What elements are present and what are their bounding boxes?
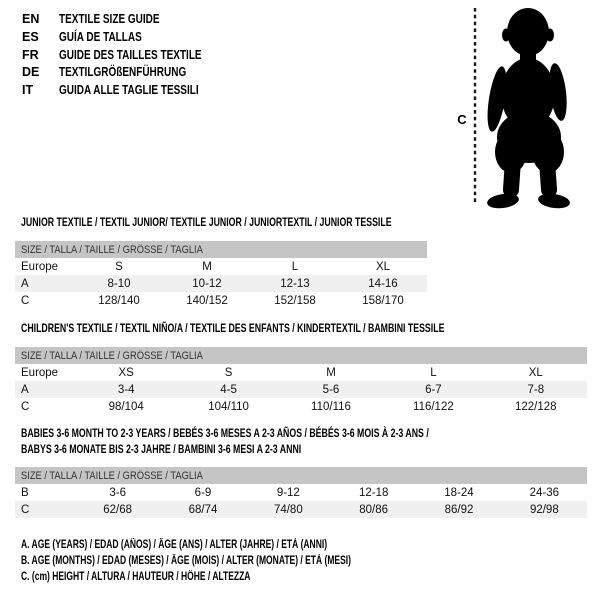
children-textile-section <box>15 320 587 415</box>
size-header-label: SIZE / TALLA / TAILLE / GRÖSSE / TAGLIA <box>21 469 203 482</box>
size-table <box>15 364 587 415</box>
table-cell: XL <box>528 366 543 379</box>
language-code: FR <box>22 47 39 62</box>
table-cell: 9-12 <box>276 486 300 499</box>
height-figure <box>440 4 590 214</box>
table-cell: 86/92 <box>444 503 474 516</box>
size-table <box>15 258 427 309</box>
section-title-line: JUNIOR TEXTILE / TEXTIL JUNIOR/ TEXTILE JUNIOR / JUNIORTEXTIL / JUNIOR TESSILE <box>21 215 392 229</box>
table-cell: 116/122 <box>413 400 454 413</box>
language-title: TEXTILGRÖßENFÜHRUNG <box>59 65 187 80</box>
language-code: IT <box>22 83 34 98</box>
row-label: B <box>21 486 29 499</box>
size-header-label: SIZE / TALLA / TAILLE / GRÖSSE / TAGLIA <box>21 243 203 256</box>
table-row <box>15 501 587 518</box>
row-label: Europe <box>21 366 59 379</box>
size-header-bar <box>15 241 427 258</box>
table-row <box>15 275 427 292</box>
language-code: DE <box>22 65 40 80</box>
table-row <box>15 258 427 275</box>
language-row <box>22 64 237 82</box>
row-label: C <box>21 503 30 516</box>
table-cell: 3-4 <box>117 383 135 396</box>
row-label: A <box>21 383 29 396</box>
table-cell: 80/86 <box>359 503 389 516</box>
table-cell: XS <box>118 366 134 379</box>
section-title-line: BABIES 3-6 MONTH TO 2-3 YEARS / BEBÉS 3-6 MESES A 2-3 AÑOS / BÉBÉS 3-6 MOIS À 2-3 ANS / <box>21 426 429 440</box>
table-cell: L <box>430 366 437 379</box>
table-cell: 7-8 <box>527 383 545 396</box>
language-title: GUÍA DE TALLAS <box>59 29 142 44</box>
table-cell: 6-7 <box>425 383 442 396</box>
table-cell: 24-36 <box>529 486 560 499</box>
table-cell: 122/128 <box>515 400 557 413</box>
table-cell: 98/104 <box>108 400 144 413</box>
table-row <box>15 381 587 398</box>
language-title: TEXTILE SIZE GUIDE <box>59 12 160 26</box>
language-list <box>22 11 237 100</box>
babies-textile-section <box>15 425 587 518</box>
table-cell: 3-6 <box>109 486 126 499</box>
table-cell: M <box>326 366 336 379</box>
language-row <box>22 29 237 47</box>
footnote: A. AGE (YEARS) / EDAD (AÑOS) / ÂGE (ANS) / ALTER (JAHRE) / ETÀ (ANNI) <box>21 539 328 551</box>
size-table <box>15 484 587 518</box>
table-cell: L <box>291 260 299 273</box>
row-label: Europe <box>21 260 59 273</box>
table-cell: 8-10 <box>107 277 131 290</box>
height-measure-label: C <box>457 112 467 127</box>
language-title: GUIDE DES TAILLES TEXTILE <box>59 47 202 62</box>
table-cell: 104/110 <box>208 400 249 413</box>
table-row <box>15 484 587 501</box>
language-code: EN <box>22 12 40 26</box>
table-cell: 12-13 <box>280 277 310 290</box>
table-cell: 6-9 <box>194 486 212 499</box>
language-title: GUIDA ALLE TAGLIE TESSILI <box>59 83 199 98</box>
table-row <box>15 364 587 381</box>
table-cell: 12-18 <box>358 486 389 499</box>
size-header-bar <box>15 467 587 484</box>
language-row <box>22 47 237 65</box>
footnote: C. (cm) HEIGHT / ALTURA / HAUTEUR / HÖHE / ALTEZZA <box>21 571 251 584</box>
toddler-silhouette-icon <box>484 8 571 210</box>
table-cell: 110/116 <box>311 400 351 413</box>
section-title-line: BABYS 3-6 MONATE BIS 2-3 JAHRE / BAMBINI 3-6 MESI A 2-3 ANNI <box>21 442 302 456</box>
table-row <box>15 292 427 309</box>
section-title-line: CHILDREN'S TEXTILE / TEXTIL NIÑO/A / TEXTILE DES ENFANTS / KINDERTEXTIL / BAMBINI TESSILE <box>21 321 445 335</box>
table-cell: 14-16 <box>368 277 398 290</box>
table-cell: XL <box>375 260 391 273</box>
table-cell: 5-6 <box>322 383 340 396</box>
table-cell: M <box>202 260 212 273</box>
language-code: ES <box>22 29 39 44</box>
row-label: C <box>21 294 30 307</box>
table-cell: 18-24 <box>444 486 474 499</box>
junior-textile-section <box>15 214 427 309</box>
table-cell: 152/158 <box>274 294 316 307</box>
section-title <box>21 320 587 336</box>
footnote: B. AGE (MONTHS) / EDAD (MESES) / ÂGE (MOIS) / ALTER (MONATE) / ETÀ (MESI) <box>21 555 351 568</box>
section-title <box>21 425 587 457</box>
table-cell: 62/68 <box>103 503 133 516</box>
language-row <box>22 11 237 29</box>
size-header-label: SIZE / TALLA / TAILLE / GRÖSSE / TAGLIA <box>21 349 203 362</box>
size-header-bar <box>15 347 587 364</box>
row-label: A <box>21 277 29 290</box>
table-cell: S <box>115 260 123 273</box>
table-cell: S <box>224 366 233 379</box>
table-cell: 74/80 <box>273 503 303 516</box>
table-cell: 4-5 <box>220 383 237 396</box>
row-label: C <box>21 400 30 413</box>
table-cell: 140/152 <box>186 294 228 307</box>
language-row <box>22 82 237 100</box>
table-cell: 128/140 <box>98 294 140 307</box>
footnotes <box>21 537 467 586</box>
table-cell: 68/74 <box>188 503 218 516</box>
table-cell: 158/170 <box>362 294 404 307</box>
table-cell: 10-12 <box>192 277 222 290</box>
section-title <box>21 214 427 230</box>
table-row <box>15 398 587 415</box>
table-cell: 92/98 <box>529 503 559 516</box>
